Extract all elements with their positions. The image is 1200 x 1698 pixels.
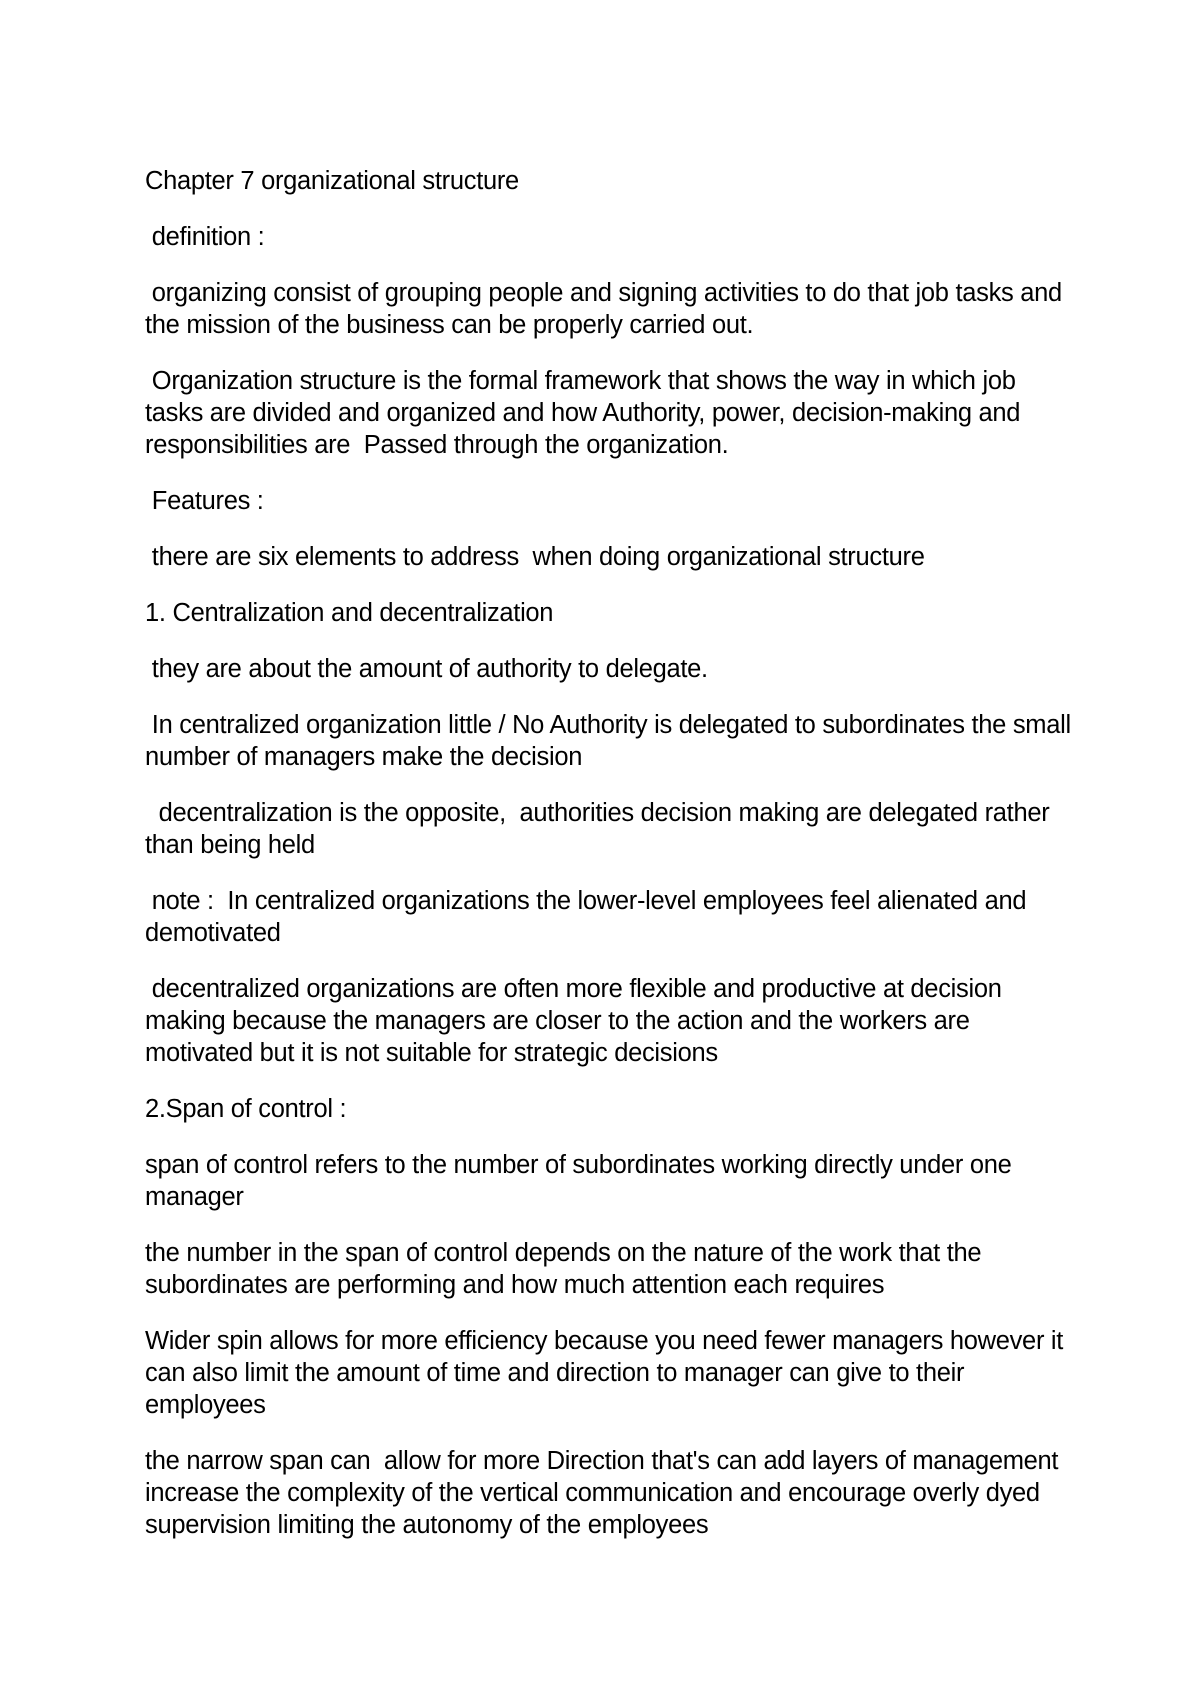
chapter-title: Chapter 7 organizational structure bbox=[145, 167, 519, 195]
paragraph-decentralization: decentralization is the opposite, authorities decision making are delegated rather than being held bbox=[145, 799, 1057, 859]
paragraph-authority-delegate: they are about the amount of authority to delegate. bbox=[145, 655, 708, 683]
paragraph-organization-structure: Organization structure is the formal framework that shows the way in which job tasks are divided and organized and how Authority, power, decision-making and responsibilities are Passed through the organization. bbox=[145, 367, 1027, 459]
paragraph-centralized: In centralized organization little / No Authority is delegated to subordinates the small number of managers make the decision bbox=[145, 711, 1078, 771]
paragraph-organizing: organizing consist of grouping people and signing activities to do that job tasks and the mission of the business can be properly carried out. bbox=[145, 279, 1069, 339]
paragraph-span-depends: the number in the span of control depends on the nature of the work that the subordinates are performing and how much attention each requires bbox=[145, 1239, 989, 1299]
document-body bbox=[145, 165, 1078, 1565]
paragraph-span-definition: span of control refers to the number of subordinates working directly under one manager bbox=[145, 1151, 1019, 1211]
section-heading-span-of-control: 2.Span of control : bbox=[145, 1095, 347, 1123]
paragraph-narrow-span: the narrow span can allow for more Direction that's can add layers of management increase the complexity of the vertical communication and encourage overly dyed supervision limiting the autonomy of the employees bbox=[145, 1447, 1066, 1539]
section-heading-centralization: 1. Centralization and decentralization bbox=[145, 599, 554, 627]
paragraph-six-elements: there are six elements to address when doing organizational structure bbox=[145, 543, 925, 571]
paragraph-decentralized-organizations: decentralized organizations are often more flexible and productive at decision making because the managers are closer to the action and the workers are motivated but it is not suitable for strategic decisions bbox=[145, 975, 1009, 1067]
paragraph-note: note : In centralized organizations the lower-level employees feel alienated and demotivated bbox=[145, 887, 1034, 947]
features-heading: Features : bbox=[145, 487, 264, 515]
definition-heading: definition : bbox=[145, 223, 265, 251]
paragraph-wider-span: Wider spin allows for more efficiency because you need fewer managers however it can also limit the amount of time and direction to manager can give to their employees bbox=[145, 1327, 1070, 1419]
